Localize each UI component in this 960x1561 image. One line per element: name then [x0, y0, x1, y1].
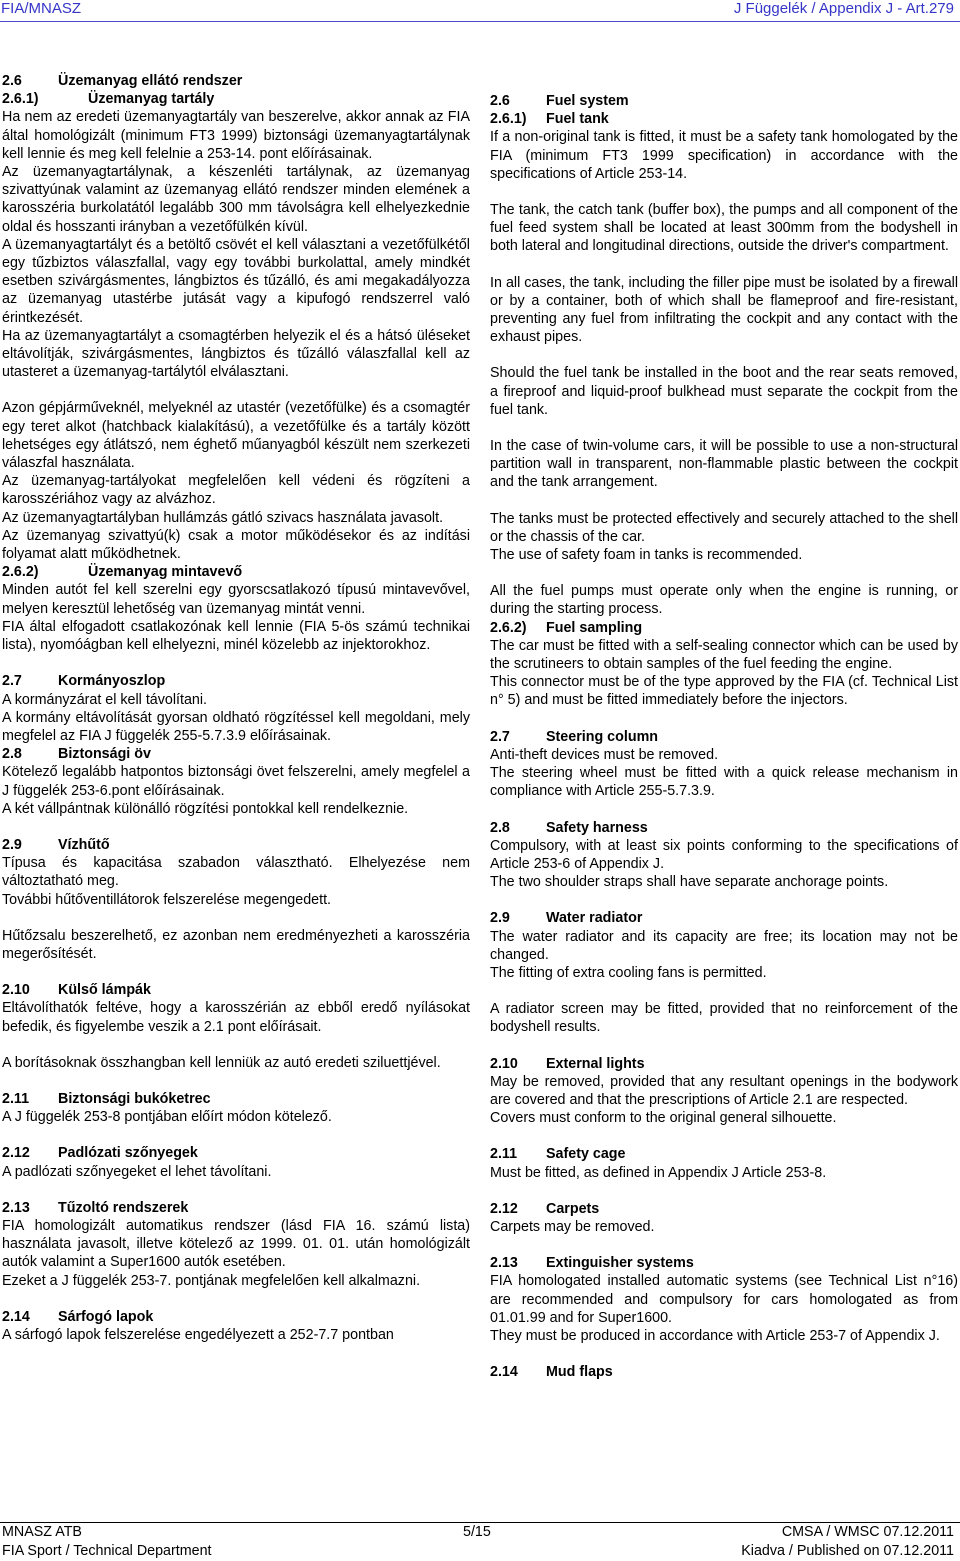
paragraph: All the fuel pumps must operate only when the engine is running, or during the starting process.	[490, 583, 958, 618]
paragraph: A radiator screen may be fitted, provided that no reinforcement of the bodyshell results.	[490, 1001, 958, 1036]
paragraph: This connector must be of the type approved by the FIA (cf. Technical List n° 5) and must be fitted immediately before the injectors.	[490, 674, 958, 709]
paragraph: Azon gépjárműveknél, melyeknél az utastér (vezetőfülke) és a csomagtér egy teret alkot (hatchback kialakítású), a vezetőfülke és a tartály között lehetséges egy átlátszó, nem éghető műanyagból készült nem szerkezeti válaszfal használata.	[2, 400, 470, 472]
paragraph: FIA homologated installed automatic systems (see Technical List n°16) are recommended and compulsory for cars homologated as from 01.01.99 and for Super1600.	[490, 1273, 958, 1326]
heading-2-6: 2.6 Fuel system	[490, 93, 629, 109]
heading-2-7: 2.7 Kormányoszlop	[2, 673, 166, 690]
paragraph: Minden autót fel kell szerelni egy gyorscsatlakozó típusú mintavevővel, melyen keresztül lehetőség van üzemanyag mintát venni.	[2, 582, 470, 617]
paragraph: Az üzemanyag szivattyú(k) csak a motor működésekor és az indítási folyamat alatt működhetnek.	[2, 527, 470, 563]
paragraph: FIA homologizált automatikus rendszer (lásd FIA 16. számú lista) használata javasolt, illetve kötelező az 1999. 01. 01. után homológizált autók valamint a Super1600 autók esetében.	[2, 1217, 470, 1271]
heading-2-6: 2.6 Üzemanyag ellátó rendszer	[2, 73, 243, 89]
paragraph: A üzemanyagtartályt és a betöltő csövét el kell választani a vezetőfülkétől egy tűzbiztos válaszfallal, vagy egy további burkolattal, amely mindkét esetben szivárgásmentes, lángbiztos és tűzálló, és ami megakadályozza az üzemanyag utastérbe jutását vagy a kipufogó rendszerrel való érintkezését.	[2, 236, 470, 326]
paragraph: Az üzemanyagtartályban hullámzás gátló szivacs használata javasolt.	[2, 509, 444, 526]
paragraph: Típusa és kapacitása szabadon választható. Elhelyezése nem változtatható meg.	[2, 855, 470, 890]
paragraph: Compulsory, with at least six points conforming to the specifications of Article 253-6 of Appendix J.	[490, 837, 958, 872]
paragraph: The use of safety foam in tanks is recommended.	[490, 547, 803, 564]
paragraph: Ha nem az eredeti üzemanyagtartály van beszerelve, akkor annak az FIA által homológizált (minimum FT3 1999) biztonsági üzemanyagtartálynak kell lennie és meg kell felelnie a 253-14. pont előírásainak.	[2, 109, 470, 162]
header-right: J Függelék / Appendix J - Art.279	[733, 0, 954, 17]
paragraph: A kormány eltávolítását gyorsan oldható rögzítéssel kell megoldani, mely megfelel az FIA J függelék 255-5.7.3.9 előírásainak.	[2, 709, 470, 744]
paragraph: The water radiator and its capacity are free; its location may not be changed.	[490, 928, 958, 963]
footer-published: Kiadva / Published on 07.12.2011	[741, 1543, 954, 1559]
page-number: 5/15	[463, 1524, 491, 1540]
heading-2-12: 2.12 Carpets	[490, 1200, 600, 1217]
paragraph: The car must be fitted with a self-sealing connector which can be used by the scrutineers to obtain samples of the fuel feeding the engine.	[490, 637, 958, 673]
paragraph: Covers must conform to the original general silhouette.	[490, 1110, 837, 1127]
paragraph: Carpets may be removed.	[490, 1218, 655, 1235]
paragraph: További hűtőventillátorok felszerelése megengedett.	[2, 891, 332, 908]
heading-2-14: 2.14 Sárfogó lapok	[2, 1308, 154, 1325]
paragraph: May be removed, provided that any resultant openings in the bodywork are covered and that the prescriptions of Article 2.1 are respected.	[490, 1073, 958, 1108]
paragraph: The two shoulder straps shall have separate anchorage points.	[490, 874, 889, 891]
page-header	[0, 0, 960, 22]
paragraph: The tank, the catch tank (buffer box), the pumps and all component of the fuel feed system shall be located at least 300mm from the bodyshell in both lateral and longitudinal directions, outside the driver's compartment.	[490, 202, 958, 255]
heading-2-13: 2.13 Tűzoltó rendszerek	[2, 1199, 189, 1216]
heading-2-8: 2.8 Safety harness	[490, 819, 648, 836]
page-footer	[0, 1522, 960, 1561]
paragraph: In all cases, the tank, including the filler pipe must be isolated by a firewall or by a container, both of which shall be flameproof and fire-resistant, preventing any fuel from infiltrating the cockpit and any contact with the exhaust pipes.	[490, 274, 958, 346]
paragraph: Az üzemanyag-tartályokat megfelelően kell védeni és rögzíteni a karosszériához vagy az alvázhoz.	[2, 473, 470, 508]
header-left: FIA/MNASZ	[1, 0, 82, 17]
footer-council: CMSA / WMSC 07.12.2011	[781, 1524, 954, 1540]
paragraph: In the case of twin-volume cars, it will be possible to use a non-structural partition wall in transparent, non-flammable plastic between the cockpit and the tank arrangement.	[490, 438, 958, 491]
paragraph: A padlózati szőnyegeket el lehet távolítani.	[2, 1163, 272, 1180]
footer-department: FIA Sport / Technical Department	[2, 1543, 212, 1559]
hungarian-column	[2, 72, 470, 1344]
paragraph: They must be produced in accordance with Article 253-7 of Appendix J.	[490, 1327, 940, 1344]
heading-2-7: 2.7 Steering column	[490, 728, 659, 745]
paragraph: Hűtőzsalu beszerelhető, ez azonban nem eredményezheti a karosszéria megerősítését.	[2, 927, 470, 962]
paragraph: Ezeket a J függelék 253-7. pontjának megfelelően kell alkalmazni.	[2, 1272, 421, 1289]
heading-2-6-1: 2.6.1) Fuel tank	[490, 111, 609, 128]
paragraph: A J függelék 253-8 pontjában előírt módon kötelező.	[2, 1109, 332, 1126]
heading-2-11: 2.11 Biztonsági bukóketrec	[2, 1090, 211, 1107]
heading-2-8: 2.8 Biztonsági öv	[2, 746, 151, 763]
heading-2-6-1: 2.6.1) Üzemanyag tartály	[2, 91, 215, 108]
paragraph: A két vállpántnak különálló rögzítési pontokkal kell rendelkeznie.	[2, 800, 409, 817]
paragraph: The steering wheel must be fitted with a quick release mechanism in compliance with Article 255-5.7.3.9.	[490, 765, 958, 800]
heading-2-10: 2.10 External lights	[490, 1055, 645, 1072]
heading-2-9: 2.9 Vízhűtő	[2, 836, 110, 853]
english-column	[490, 92, 958, 1381]
heading-2-13: 2.13 Extinguisher systems	[490, 1255, 694, 1272]
paragraph: A borításoknak összhangban kell lenniük az autó eredeti sziluettjével.	[2, 1054, 441, 1071]
paragraph: Ha az üzemanyagtartályt a csomagtérben helyezik el és a hátsó üléseket eltávolítják, szivárgásmentes, lángbiztos és tűzálló válaszfallal kell az utasteret a üzemanyag-tartálytól elválasztani.	[2, 327, 470, 381]
paragraph: Eltávolíthatók feltéve, hogy a karosszérián az ebből eredő nyílásokat befedik, és figyelembe veszik a 2.1 pont előírásait.	[2, 1000, 470, 1035]
heading-2-11: 2.11 Safety cage	[490, 1146, 626, 1163]
paragraph: Should the fuel tank be installed in the boot and the rear seats removed, a fireproof and liquid-proof bulkhead must separate the cockpit from the fuel tank.	[490, 365, 958, 418]
heading-2-12: 2.12 Padlózati szőnyegek	[2, 1145, 198, 1162]
paragraph: The tanks must be protected effectively and securely attached to the shell or the chassis of the car.	[490, 510, 958, 545]
heading-2-14: 2.14 Mud flaps	[490, 1364, 613, 1381]
paragraph: The fitting of extra cooling fans is permitted.	[490, 964, 767, 981]
paragraph: If a non-original tank is fitted, it must be a safety tank homologated by the FIA (minimum FT3 1999 specification) in accordance with the specifications of Article 253-14.	[490, 129, 958, 182]
heading-2-6-2: 2.6.2) Üzemanyag mintavevő	[2, 564, 243, 581]
paragraph: Kötelező legalább hatpontos biztonsági övet felszerelni, amely megfelel a J függelék 253-6.pont előírásainak.	[2, 764, 470, 799]
heading-2-10: 2.10 Külső lámpák	[2, 982, 151, 999]
paragraph: A sárfogó lapok felszerelése engedélyezett a 252-7.7 pontban	[2, 1326, 394, 1343]
paragraph: Anti-theft devices must be removed.	[490, 746, 719, 763]
paragraph: FIA által elfogadott csatlakozónak kell lennie (FIA 5-ös számú technikai lista), nyomóágban kell elhelyezni, minél közelebb az injektorokhoz.	[2, 618, 470, 654]
footer-org: MNASZ ATB	[2, 1524, 82, 1540]
heading-2-6-2: 2.6.2) Fuel sampling	[490, 619, 643, 636]
paragraph: Az üzemanyagtartálynak, a készenléti tartálynak, az üzemanyag szivattyúnak valamint az üzemanyag ellátó rendszer minden elemének a karosszéria burkolatától legalább 300 mm távolságra kell elhelyezkednie oldal és hosszanti irányban a vezetőfülkén kívül.	[2, 164, 470, 235]
paragraph: Must be fitted, as defined in Appendix J Article 253-8.	[490, 1164, 827, 1181]
paragraph: A kormányzárat el kell távolítani.	[2, 691, 208, 708]
heading-2-9: 2.9 Water radiator	[490, 910, 643, 927]
